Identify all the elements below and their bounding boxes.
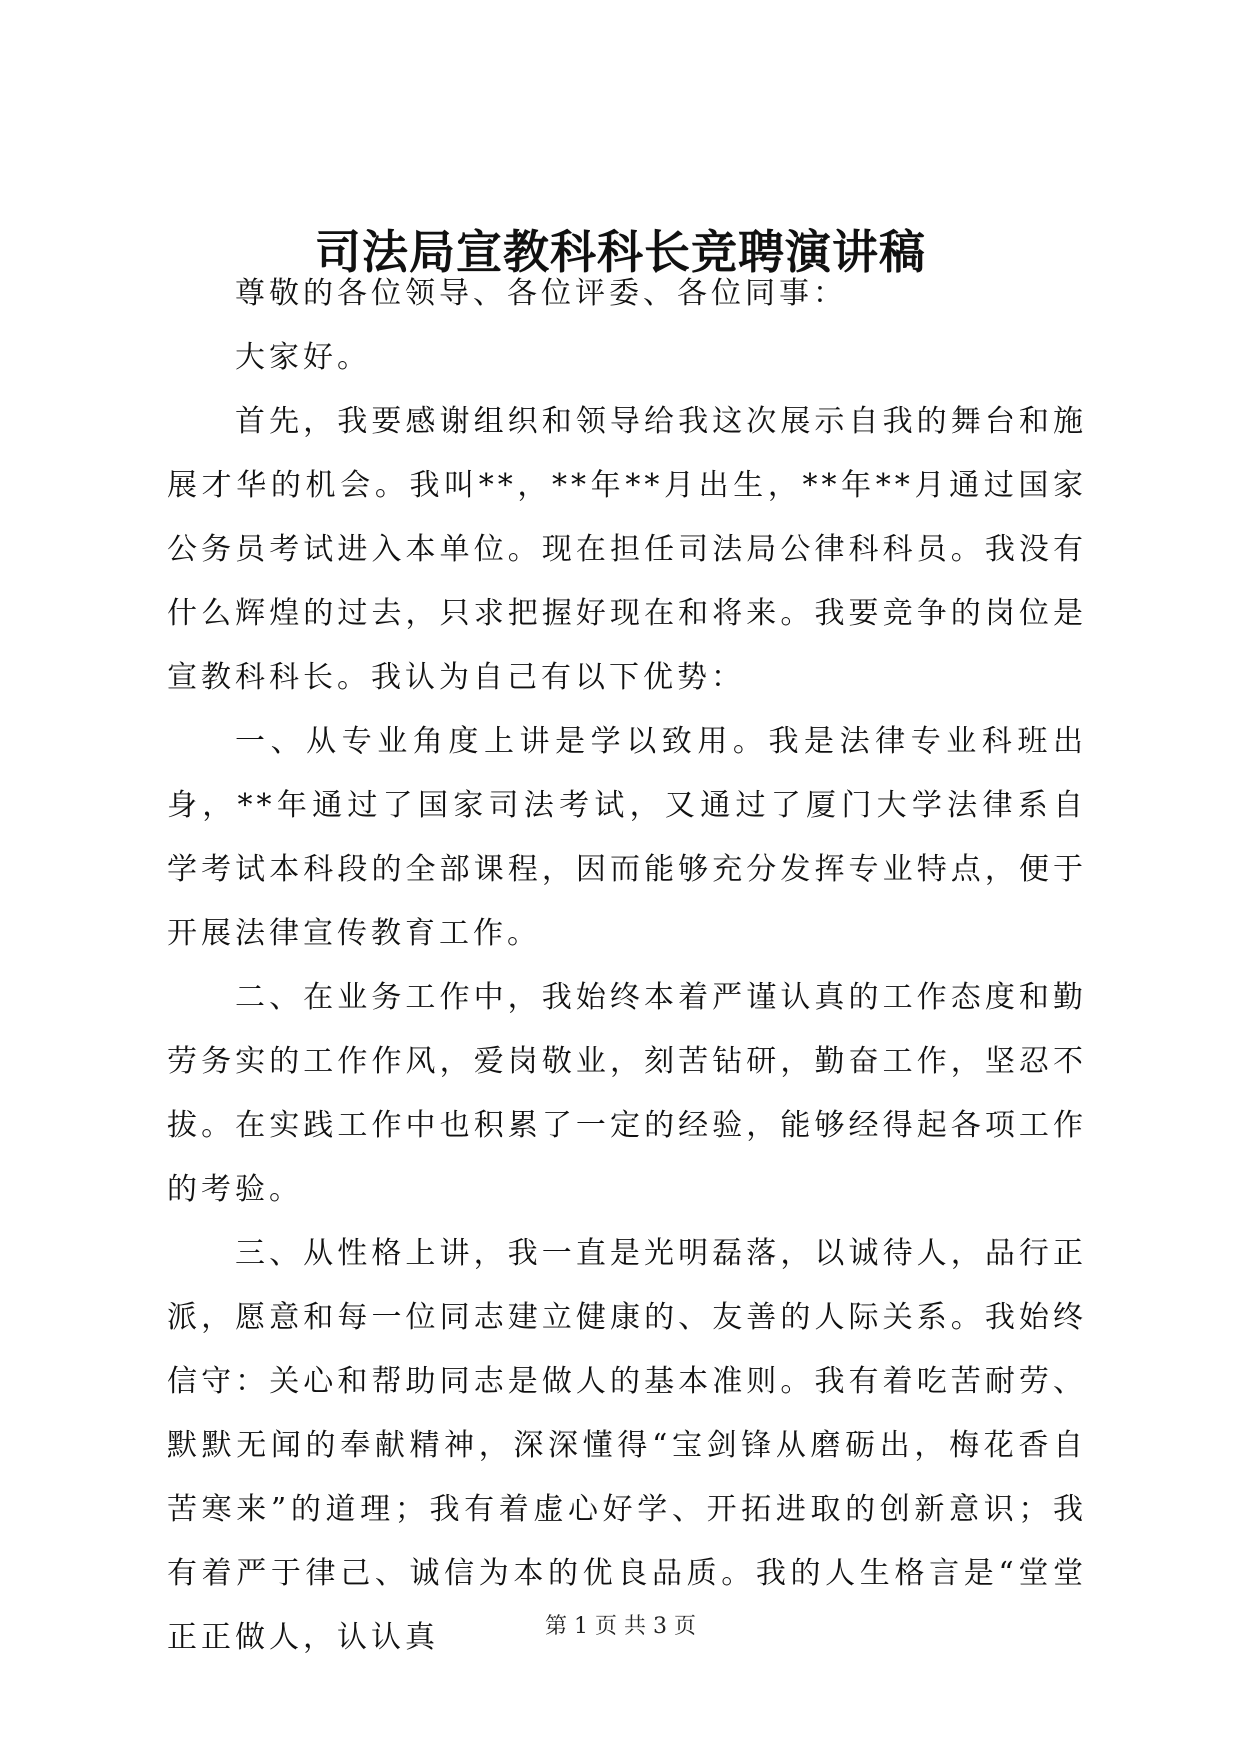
document-title: 司法局宣教科科长竞聘演讲稿 (315, 225, 926, 279)
greeting-paragraph: 大家好。 (235, 340, 371, 375)
advantage-one-paragraph: 一、从专业角度上讲是学以致用。我是法律专业科班出身，**年通过了国家司法考试，又通过了厦门大学法律系自学考试本科段的全部课程，因而能够充分发挥专业特点，便于开展法律宣传教育工作。 (167, 724, 1087, 951)
salutation-paragraph: 尊敬的各位领导、各位评委、各位同事： (235, 276, 847, 311)
page-number-footer: 第 1 页 共 3 页 (545, 1614, 696, 1639)
document-body (167, 262, 1087, 1670)
advantage-two-paragraph: 二、在业务工作中，我始终本着严谨认真的工作态度和勤劳务实的工作作风，爱岗敬业，刻苦钻研，勤奋工作，坚忍不拔。在实践工作中也积累了一定的经验，能够经得起各项工作的考验。 (167, 980, 1087, 1207)
intro-paragraph: 首先，我要感谢组织和领导给我这次展示自我的舞台和施展才华的机会。我叫**，**年**月出生，**年**月通过国家公务员考试进入本单位。现在担任司法局公律科科员。我没有什么辉煌的过去，只求把握好现在和将来。我要竞争的岗位是宣教科科长。我认为自己有以下优势： (167, 404, 1087, 695)
advantage-three-paragraph: 三、从性格上讲，我一直是光明磊落，以诚待人，品行正派，愿意和每一位同志建立健康的、友善的人际关系。我始终信守：关心和帮助同志是做人的基本准则。我有着吃苦耐劳、默默无闻的奉献精神，深深懂得“宝剑锋从磨砺出，梅花香自苦寒来”的道理；我有着虚心好学、开拓进取的创新意识；我有着严于律己、诚信为本的优良品质。我的人生格言是“堂堂正正做人，认认真 (167, 1236, 1087, 1655)
